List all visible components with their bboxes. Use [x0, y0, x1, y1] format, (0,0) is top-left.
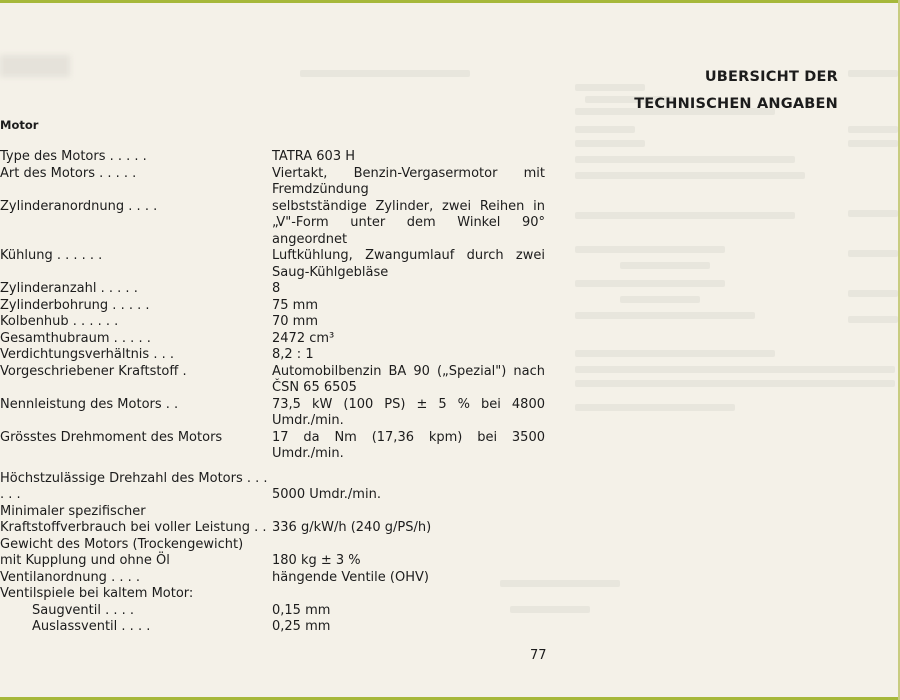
spec-row	[0, 199, 560, 249]
spec-value: Viertakt, Benzin-Vergasermotor mit Fremdzündung	[272, 165, 545, 197]
spec-row	[0, 619, 560, 636]
spec-label: Auslassventil . . . .	[32, 619, 151, 634]
spec-label: Type des Motors . . . . .	[0, 149, 147, 164]
spec-value: selbstständige Zylinder, zwei Reihen in „V"-Form unter dem Winkel 90° angeordnet	[272, 198, 545, 247]
spec-label: Kühlung . . . . . .	[0, 248, 103, 263]
spec-value: 17 da Nm (17,36 kpm) bei 3500 Umdr./min.	[272, 429, 545, 461]
spec-value: Luftkühlung, Zwangumlauf durch zwei Saug-Kühlgebläse	[272, 248, 545, 280]
spec-row	[0, 397, 560, 430]
spec-value: Automobilbenzin BA 90 („Spezial") nach ČSN 65 6505	[272, 363, 545, 395]
spec-value: 75 mm	[272, 297, 319, 313]
page-title-line-2: TECHNISCHEN ANGABEN	[634, 96, 838, 112]
spec-row	[0, 586, 560, 603]
spec-value: 0,25 mm	[272, 619, 331, 634]
spec-value: 336 g/kW/h (240 g/PS/h)	[272, 519, 432, 535]
spec-row	[0, 281, 560, 298]
spec-label: Saugventil . . . .	[32, 602, 135, 618]
spec-label: Zylinderanordnung . . . .	[0, 198, 158, 214]
spec-value: 73,5 kW (100 PS) ± 5 % bei 4800 Umdr./min.	[272, 396, 545, 428]
spec-row	[0, 331, 560, 348]
spec-value: 180 kg ± 3 %	[272, 552, 361, 568]
spec-label: Art des Motors . . . . .	[0, 165, 137, 181]
spec-label: Ventilspiele bei kaltem Motor:	[0, 586, 194, 601]
spec-row	[0, 504, 560, 537]
spec-row	[0, 471, 560, 504]
section-heading: Motor	[0, 118, 39, 132]
spec-row	[0, 430, 560, 463]
spec-row	[0, 166, 560, 199]
spec-value: 0,15 mm	[272, 602, 331, 618]
page-border-top	[0, 0, 900, 3]
spec-row	[0, 603, 560, 620]
spec-value: 5000 Umdr./min.	[272, 486, 381, 502]
spec-label: Kolbenhub . . . . . .	[0, 314, 119, 329]
spec-label: Zylinderbohrung . . . . .	[0, 297, 150, 313]
spec-label: Minimaler spezifischer Kraftstoffverbrauch bei voller Leistung . .	[0, 503, 267, 535]
spec-value: 8	[272, 281, 281, 296]
page-title-line-1: UBERSICHT DER	[704, 69, 838, 85]
spec-label: Verdichtungsverhältnis . . .	[0, 347, 174, 362]
spec-label: Ventilanordnung . . . .	[0, 569, 140, 585]
spec-label: Vorgeschriebener Kraftstoff .	[0, 363, 187, 379]
spec-value: 70 mm	[272, 314, 319, 329]
spec-value: 2472 cm³	[272, 330, 335, 346]
spec-table	[0, 149, 560, 636]
spec-row	[0, 248, 560, 281]
spec-row	[0, 298, 560, 315]
spec-row	[0, 347, 560, 364]
page-number: 77	[530, 648, 547, 663]
spec-label: Grösstes Drehmoment des Motors	[0, 429, 223, 445]
spec-label: Zylinderanzahl . . . . .	[0, 281, 138, 296]
spec-value: 8,2 : 1	[272, 347, 314, 362]
spec-value: hängende Ventile (OHV)	[272, 569, 429, 585]
spec-label: Gewicht des Motors (Trockengewicht) mit Kupplung und ohne Öl	[0, 536, 244, 568]
spec-label: Gesamthubraum . . . . .	[0, 330, 151, 346]
spec-row	[0, 364, 560, 397]
spec-value: TATRA 603 H	[272, 149, 356, 164]
spec-label: Höchstzulässige Drehzahl des Motors . . . . . .	[0, 470, 268, 502]
spec-row	[0, 149, 560, 166]
spec-row	[0, 314, 560, 331]
spec-label: Nennleistung des Motors . .	[0, 396, 179, 412]
spec-row	[0, 570, 560, 587]
page-title	[634, 64, 838, 118]
scan-smudge	[0, 55, 70, 77]
spec-row	[0, 537, 560, 570]
